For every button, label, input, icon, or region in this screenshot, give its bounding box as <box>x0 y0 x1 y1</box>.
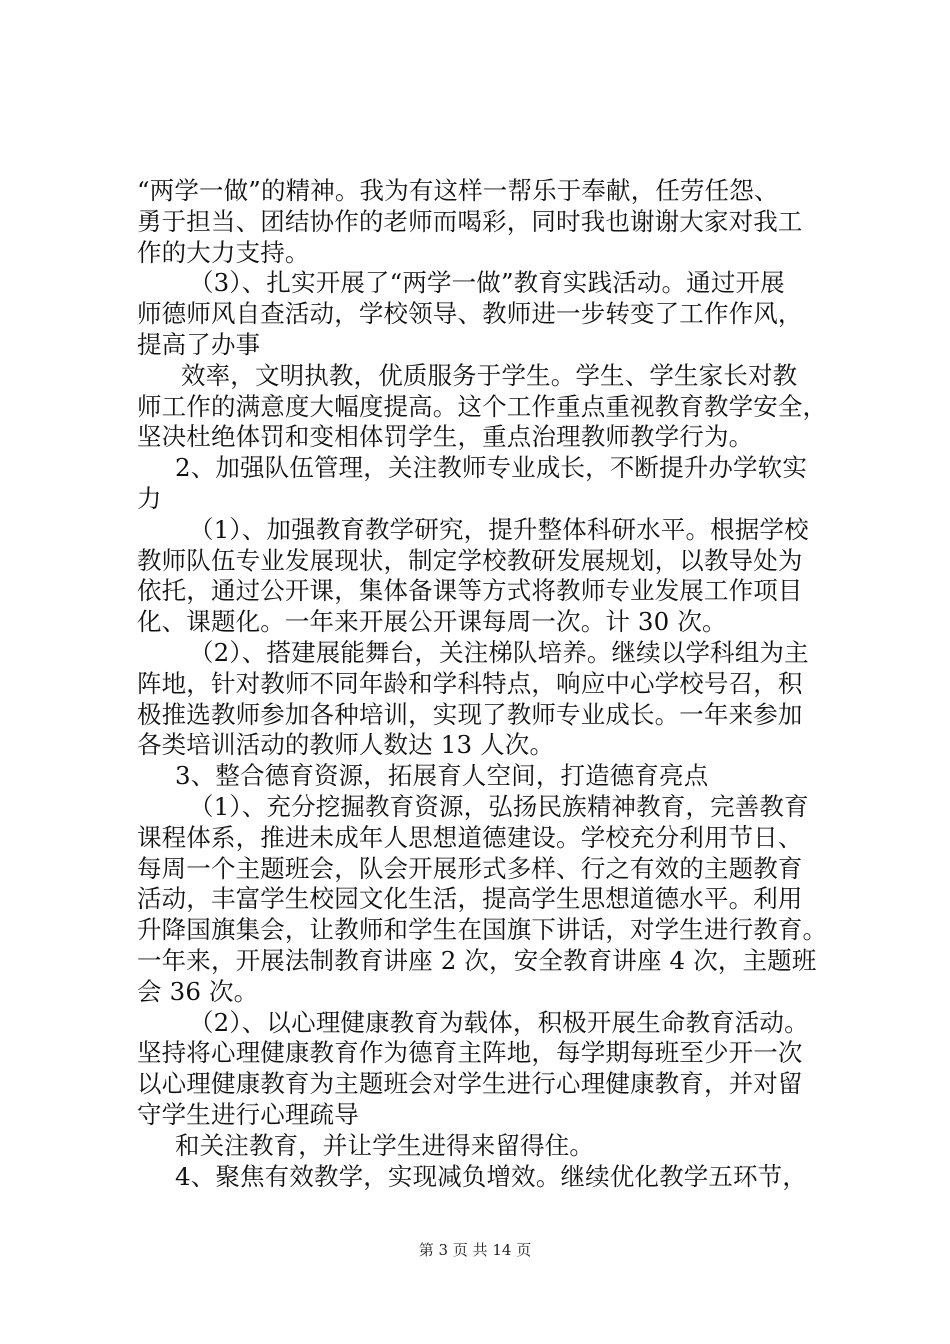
text-line: “两学一做”的精神。我为有这样一帮乐于奉献，任劳任怨、 <box>137 176 779 205</box>
text-line: 化、课题化。一年来开展公开课每周一次。计 30 次。 <box>137 607 727 637</box>
text-line: （1）、充分挖掘教育资源，弘扬民族精神教育，完善教育 <box>189 791 809 821</box>
text-line: 提高了办事 <box>137 329 261 359</box>
text-line: 和关注教育，并让学生进得来留得住。 <box>175 1130 595 1160</box>
text-line: 以心理健康教育为主题班会对学生进行心理健康教育，并对留 <box>137 1069 803 1099</box>
text-line: （1）、加强教育教学研究，提升整体科研水平。根据学校 <box>189 514 809 544</box>
text-line: 一年来，开展法制教育讲座 2 次，安全教育讲座 4 次，主题班 <box>137 945 817 975</box>
text-line: （3）、扎实开展了“两学一做”教育实践活动。通过开展 <box>189 268 785 298</box>
text-line: 课程体系，推进未成年人思想道德建设。学校充分利用节日、 <box>137 822 803 852</box>
text-line: 4、聚焦有效教学，实现减负增效。继续优化教学五环节， <box>175 1161 807 1191</box>
text-line: 效率，文明执教，优质服务于学生。学生、学生家长对教 <box>181 360 798 390</box>
text-line: 会 36 次。 <box>137 976 259 1006</box>
text-line: 3、整合德育资源，拓展育人空间，打造德育亮点 <box>175 761 709 791</box>
text-line: 活动，丰富学生校园文化生活，提高学生思想道德水平。利用 <box>137 884 803 914</box>
text-line: 教师队伍专业发展现状，制定学校教研发展规划，以教导处为 <box>137 545 803 575</box>
text-line: 力 <box>137 483 162 513</box>
text-line: 阵地，针对教师不同年龄和学科特点，响应中心学校号召，积 <box>137 668 803 698</box>
text-line: 师工作的满意度大幅度提高。这个工作重点重视教育教学安全， <box>137 391 828 421</box>
text-line: 各类培训活动的教师人数达 13 人次。 <box>137 730 555 760</box>
text-line: 极推选教师参加各种培训，实现了教师专业成长。一年来参加 <box>137 699 803 729</box>
text-line: 依托，通过公开课，集体备课等方式将教师专业发展工作项目 <box>137 576 803 606</box>
text-line: 坚持将心理健康教育作为德育主阵地，每学期每班至少开一次 <box>137 1038 803 1068</box>
text-line: 勇于担当、团结协作的老师而喝彩，同时我也谢谢大家对我工 <box>137 206 803 236</box>
text-line: 2、加强队伍管理，关注教师专业成长，不断提升办学软实 <box>175 453 807 483</box>
text-line: （2）、搭建展能舞台，关注梯队培养。继续以学科组为主 <box>189 637 809 667</box>
text-line: 师德师风自查活动，学校领导、教师进一步转变了工作作风， <box>137 299 803 329</box>
text-line: 作的大力支持。 <box>137 237 310 267</box>
page-footer: 第 3 页 共 14 页 <box>418 1241 532 1259</box>
body-text <box>137 176 827 1192</box>
text-line: 坚决杜绝体罚和变相体罚学生，重点治理教师教学行为。 <box>137 422 754 452</box>
text-line: 守学生进行心理疏导 <box>137 1099 359 1129</box>
text-line: （2）、以心理健康教育为载体，积极开展生命教育活动。 <box>189 1007 809 1037</box>
text-line: 每周一个主题班会，队会开展形式多样、行之有效的主题教育 <box>137 853 803 883</box>
text-line: 升降国旗集会，让教师和学生在国旗下讲话，对学生进行教育。 <box>137 915 828 945</box>
